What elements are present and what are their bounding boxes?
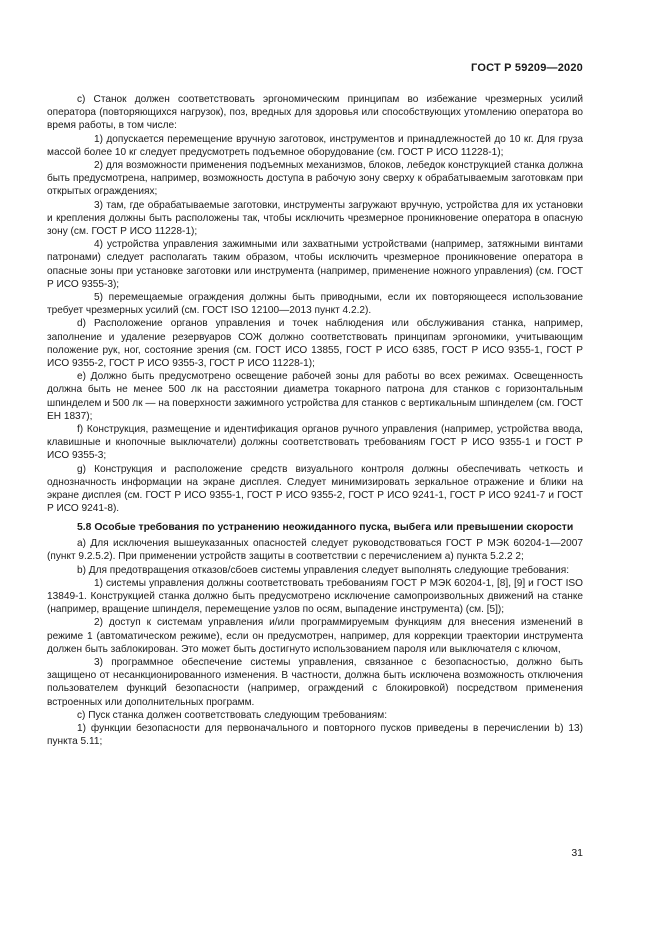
paragraph-c1: 1) допускается перемещение вручную заготовок, инструментов и принадлежностей до 10 кг. Для груза массой более 10 кг следует предусмотреть подъемное оборудование (см. ГОСТ Р ИСО 11228-1); (47, 133, 583, 158)
paragraph-d: d) Расположение органов управления и точек наблюдения или обслуживания станка, например, заполнение и удаление резервуаров СОЖ должно соответствовать принципам эргономики, учитывающим положение рук, ног, состояние зрения (см. ГОСТ ИСО 13855, ГОСТ Р ИСО 6385, ГОСТ Р ИСО 9355-1, ГОСТ Р ИСО 9355-2, ГОСТ Р ИСО 9355-3, ГОСТ Р ИСО 11228-1); (47, 318, 583, 370)
paragraph-c2: 2) для возможности применения подъемных механизмов, блоков, лебедок конструкцией станка должна быть предусмотрена, например, возможность доступа в рабочую зону сверху к обрабатываемым заготовкам при открытых ограждениях; (47, 160, 583, 198)
section-heading-5-8: 5.8 Особые требования по устранению неожиданного пуска, выбега или превышении скорости (77, 521, 574, 533)
paragraph-g: g) Конструкция и расположение средств визуального контроля должны обеспечивать четкость и однозначность информации на экране дисплея. Следует минимизировать зеркальное отражение и блики на экране дисплея (см. ГОСТ Р ИСО 9355-1, ГОСТ Р ИСО 9355-2, ГОСТ Р ИСО 9241-1, ГОСТ Р ИСО 9241-7 и ГОСТ Р ИСО 9241-8). (47, 463, 583, 515)
paragraph-5-8-c: c) Пуск станка должен соответствовать следующим требованиям: (77, 709, 388, 721)
paragraph-5-8-c1: 1) функции безопасности для первоначального и повторного пусков приведены в перечислении b) 13) пункта 5.11; (47, 722, 583, 748)
paragraph-e: e) Должно быть предусмотрено освещение рабочей зоны для работы во всех режимах. Освещенность должна быть не менее 500 лк на расстоянии диаметра токарного патрона для станков с горизонтальным шпинделем и 500 лк — на поверхности зажимного устройства для станков с вертикальным шпинделем (см. ГОСТ ЕН 1837); (47, 371, 583, 422)
paragraph-5-8-b1: 1) системы управления должны соответствовать требованиям ГОСТ Р МЭК 60204-1, [8], [9] и ГОСТ ISO 13849-1. Конструкцией станка должно быть предусмотрено исключение самопроизвольных движений на станке (например, вращение шпинделя, перемещение узлов по осям, выпадение инструмента) (см. [5]); (47, 577, 583, 616)
standard-header: ГОСТ Р 59209—2020 (471, 62, 583, 74)
paragraph-c5: 5) перемещаемые ограждения должны быть приводными, если их повторяющееся использование требует чрезмерных усилий (см. ГОСТ ISO 12100—2013 пункт 4.2.2). (47, 292, 583, 317)
paragraph-5-8-b2: 2) доступ к системам управления и/или программируемым функциям для внесения изменений в режиме 1 (автоматическом режиме), если он предусмотрен, например, для коррекции траектории инструмента должен быть заблокирован. Это может быть достигнуто использованием пароля или выключателя с ключом, (47, 617, 583, 655)
paragraph-5-8-b3: 3) программное обеспечение системы управления, связанное с безопасностью, должно быть защищено от несанкционированного изменения. В частности, должна быть исключена возможность отключения пользователем функций безопасности (например, ограждений с блокировкой) посредством применения встроенных или дополнительных программ. (47, 656, 583, 708)
paragraph-c4: 4) устройства управления зажимными или захватными устройствами (например, затяжными винтами патронами) следует располагать таким образом, чтобы исключить чрезмерное проникновение оператора в опасные зоны при установке заготовки или инструмента (например, применение ножного управления) (см. ГОСТ Р ИСО 9355-3); (47, 239, 583, 290)
paragraph-5-8-b: b) Для предотвращения отказов/сбоев системы управления следует выполнять следующие требования: (77, 564, 570, 576)
document-body (47, 93, 583, 748)
paragraph-5-8-a: a) Для исключения вышеуказанных опасностей следует руководствоваться ГОСТ Р МЭК 60204-1—2007 (пункт 9.2.5.2). При применении устройств защиты в соответствии с перечислением a) пункта 5.2.2 2; (47, 538, 583, 563)
paragraph-f: f) Конструкция, размещение и идентификация органов ручного управления (например, устройства ввода, клавишные и кнопочные выключатели) должны соответствовать требованиям ГОСТ Р ИСО 9355-1 и ГОСТ Р ИСО 9355-3; (47, 424, 583, 462)
paragraph-c3: 3) там, где обрабатываемые заготовки, инструменты загружают вручную, устройства для их установки и крепления должны быть расположены так, чтобы исключить чрезмерное проникновение оператора в опасную зону (см. ГОСТ Р ИСО 11228-1); (47, 199, 583, 238)
page-number: 31 (571, 847, 583, 859)
paragraph-c-ergonomics: c) Станок должен соответствовать эргономическим принципам во избежание чрезмерных усилий оператора (повторяющихся нагрузок), поз, вредных для здоровья или способствующих утомлению оператора во время работы, в том числе: (47, 94, 583, 132)
